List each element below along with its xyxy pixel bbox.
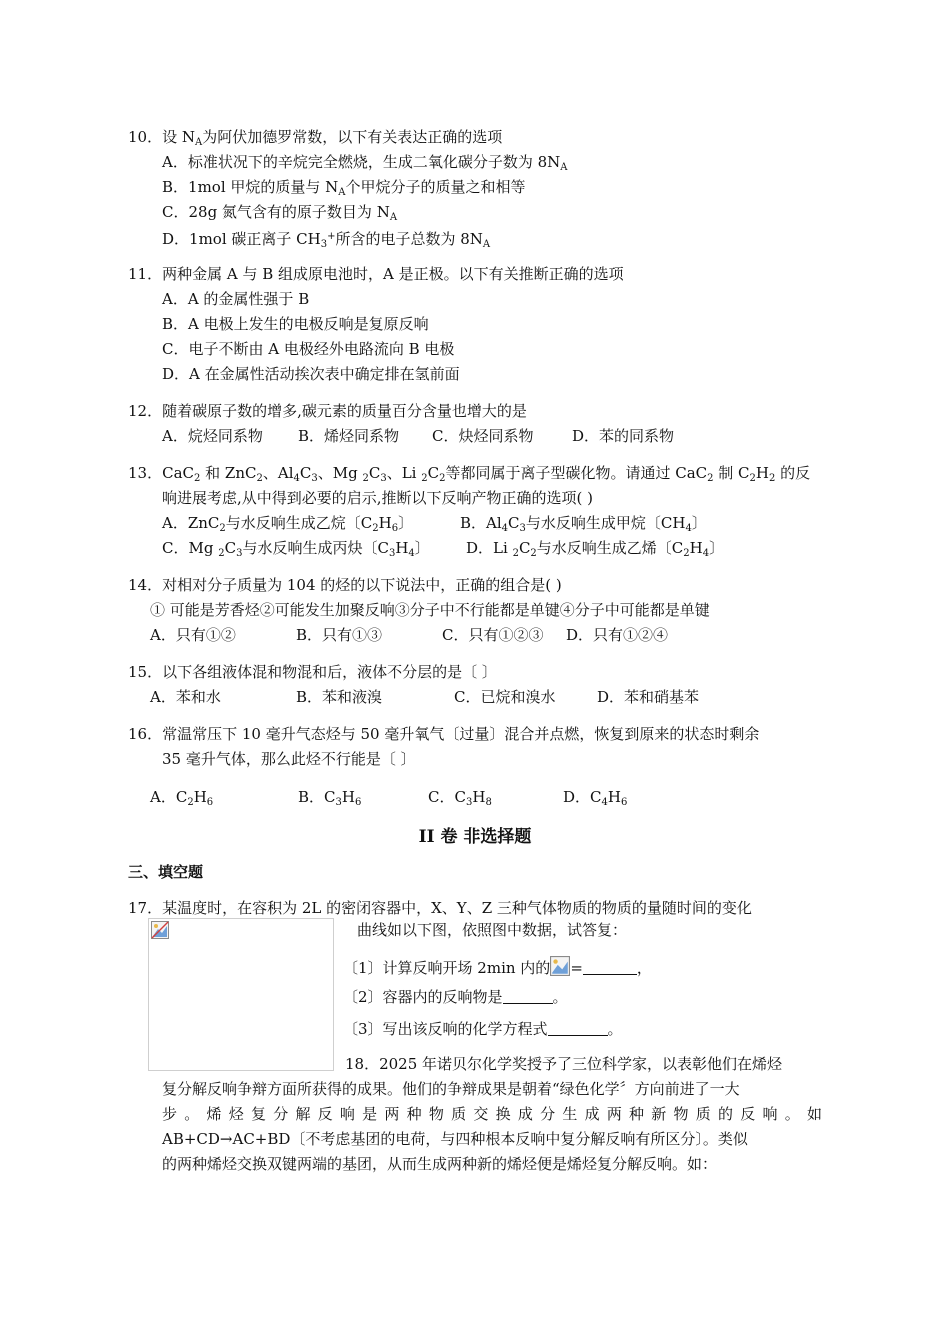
q17-subquestion-3: 〔3〕写出该反响的化学方程式 。 bbox=[343, 1020, 623, 1038]
q13-option-c: C．Mg $_2C_3$与水反响生成丙炔〔$C_3H_4$〕 bbox=[162, 539, 430, 559]
q18-line-5: 的两种烯烃交换双键两端的基团，从而生成两种新的烯烃便是烯烃复分解反响。如： bbox=[162, 1155, 718, 1173]
q17-subquestion-1: 〔1〕计算反响开场 2min 内的 = ， bbox=[343, 956, 652, 978]
q14-option-a: A．只有①② bbox=[150, 626, 236, 644]
q15-option-d: D．苯和硝基苯 bbox=[597, 688, 700, 706]
q10-option-b: B．1mol 甲烷的质量与 $N_A$个甲烷分子的质量之和相等 bbox=[162, 178, 526, 198]
q14-option-b: B．只有①③ bbox=[296, 626, 383, 644]
q11-option-a: A．A 的金属性强于 B bbox=[162, 290, 310, 308]
q18-line-4: AB+CD→AC+BD〔不考虑基团的电荷，与四种根本反响中复分解反响有所区分〕。类似 bbox=[162, 1130, 748, 1148]
q10-stem: 10．设 $N_A$为阿伏加德罗常数，以下有关表达正确的选项 bbox=[128, 128, 503, 148]
q12-stem: 12．随着碳原子数的增多,碳元素的质量百分含量也增大的是 bbox=[128, 402, 527, 420]
q11-option-c: C．电子不断由 A 电极经外电路流向 B 电极 bbox=[162, 340, 455, 358]
q14-items: ① 可能是芳香烃②可能发生加聚反响③分子中不行能都是单键④分子中可能都是单键 bbox=[150, 601, 710, 619]
q14-option-d: D．只有①②④ bbox=[566, 626, 669, 644]
section3-heading: 三、填空题 bbox=[128, 863, 204, 881]
q12-option-c: C．炔烃同系物 bbox=[432, 427, 534, 445]
q10-option-d: D．1mol 碳正离子 $CH_3^+$所含的电子总数为 $8N_A$ bbox=[162, 230, 491, 250]
q15-option-b: B．苯和液溴 bbox=[296, 688, 383, 706]
q18-line-1: 18．2025 年诺贝尔化学奖授予了三位科学家，以表彰他们在烯烃 bbox=[345, 1055, 783, 1073]
q17-subquestion-2: 〔2〕容器内的反响物是 。 bbox=[343, 988, 568, 1006]
broken-formula-image-icon bbox=[550, 956, 570, 976]
q17-stem: 17．某温度时，在容积为 2L 的密闭容器中，X、Y、Z 三种气体物质的物质的量随时间的变化 bbox=[128, 899, 752, 917]
q12-option-b: B．烯烃同系物 bbox=[298, 427, 400, 445]
q14-stem: 14．对相对分子质量为 104 的烃的以下说法中，正确的组合是( ) bbox=[128, 576, 562, 594]
q11-option-b: B．A 电极上发生的电极反响是复原反响 bbox=[162, 315, 429, 333]
q11-option-d: D．A 在金属性活动挨次表中确定排在氢前面 bbox=[162, 365, 460, 383]
answer-blank-2[interactable] bbox=[503, 989, 553, 1004]
part2-heading: II 卷 非选择题 bbox=[418, 827, 532, 847]
q14-option-c: C．只有①②③ bbox=[442, 626, 544, 644]
q17-graph-image-placeholder bbox=[148, 918, 334, 1071]
q13-option-b: B．$Al_4C_3$与水反响生成甲烷〔$CH_4$〕 bbox=[460, 514, 707, 534]
q12-option-a: A．烷烃同系物 bbox=[162, 427, 263, 445]
answer-blank-1[interactable] bbox=[583, 960, 637, 975]
q17-stem-line2: 曲线如以下图，依照图中数据，试答复： bbox=[357, 921, 628, 939]
q10-option-a: A．标准状况下的辛烷完全燃烧，生成二氧化碳分子数为 $8N_A$ bbox=[162, 153, 568, 173]
q13-stem-line2: 响进展考虑,从中得到必要的启示,推断以下反响产物正确的选项( ) bbox=[162, 489, 594, 507]
q13-stem: 13．CaC$_2$ 和 ZnC$_2$、$Al_4C_3$、Mg $_2C_3$、Li $_2C_2$等都同属于离子型碳化物。请通过 CaC$_2$ 制 $C_2H_2$ 的反 bbox=[128, 464, 811, 484]
q18-line-2: 复分解反响争辩方面所获得的成果。他们的争辩成果是朝着“绿色化学〞方向前进了一大 bbox=[162, 1080, 740, 1098]
q16-option-a: A．$C_2H_6$ bbox=[150, 788, 214, 808]
q13-option-d: D．Li $_2C_2$与水反响生成乙烯〔$C_2H_4$〕 bbox=[466, 539, 725, 559]
q18-line-3: 步。烯烃复分解反响是两种物质交换成分生成两种新物质的反响。如 bbox=[162, 1105, 822, 1123]
q11-stem: 11．两种金属 A 与 B 组成原电池时，A 是正极。以下有关推断正确的选项 bbox=[128, 265, 624, 283]
q16-option-c: C．$C_3H_8$ bbox=[428, 788, 492, 808]
q16-stem: 16．常温常压下 10 毫升气态烃与 50 毫升氧气〔过量〕混合并点燃，恢复到原来的状态时剩余 bbox=[128, 725, 760, 743]
answer-blank-3[interactable] bbox=[548, 1021, 608, 1036]
broken-image-icon bbox=[151, 921, 169, 939]
q13-option-a: A．ZnC$_2$与水反响生成乙烷〔$C_2H_6$〕 bbox=[162, 514, 414, 534]
q15-stem: 15．以下各组液体混和物混和后，液体不分层的是〔 〕 bbox=[128, 663, 497, 681]
q10-option-c: C．28g 氮气含有的原子数目为 $N_A$ bbox=[162, 203, 398, 223]
q16-stem-line2: 35 毫升气体，那么此烃不行能是〔 〕 bbox=[162, 750, 416, 768]
q15-option-c: C．已烷和溴水 bbox=[454, 688, 556, 706]
q12-option-d: D．苯的同系物 bbox=[572, 427, 675, 445]
q15-option-a: A．苯和水 bbox=[150, 688, 221, 706]
q16-option-b: B．$C_3H_6$ bbox=[298, 788, 362, 808]
q16-option-d: D．$C_4H_6$ bbox=[563, 788, 628, 808]
